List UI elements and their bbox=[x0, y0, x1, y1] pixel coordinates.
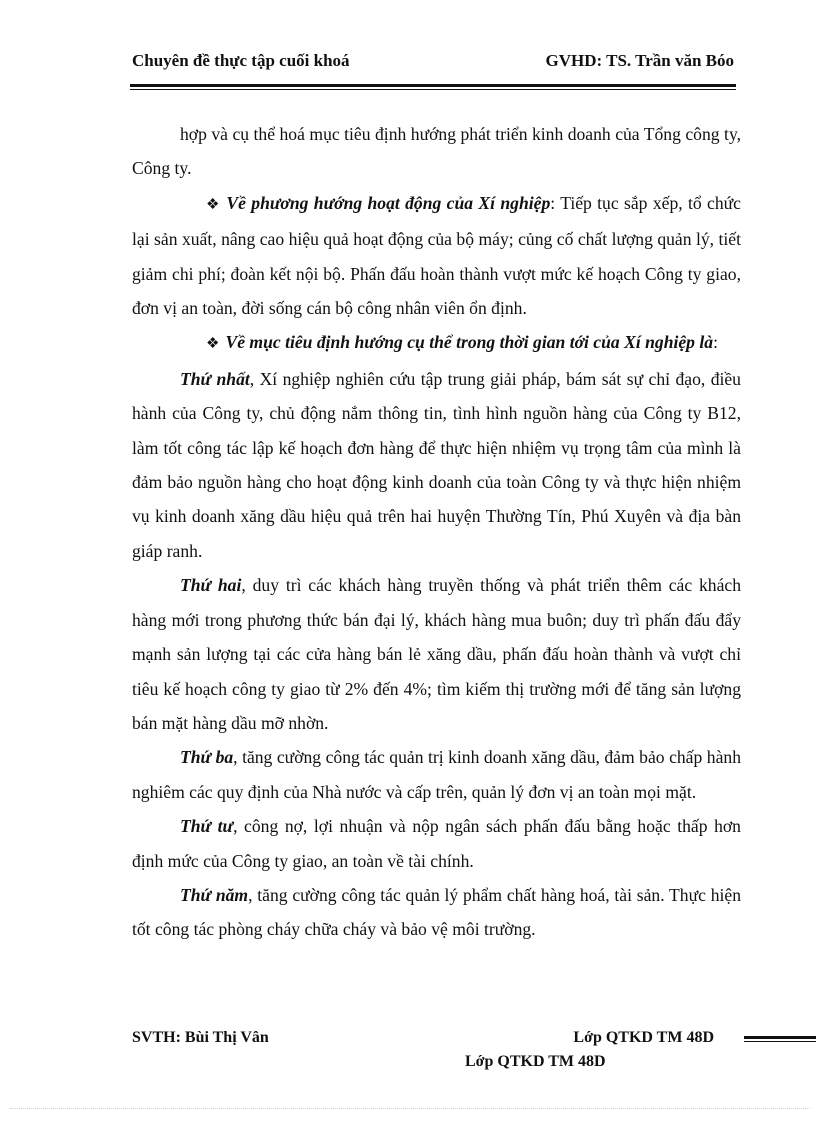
paragraph-label: Thứ ba bbox=[180, 747, 234, 768]
bullet-paragraph bbox=[132, 186, 741, 326]
paragraph-label: Thứ nhất bbox=[180, 368, 250, 389]
paragraph bbox=[132, 362, 741, 568]
bottom-dotted-line bbox=[10, 1108, 810, 1109]
page-footer bbox=[132, 1029, 714, 1070]
paragraph-text: , tăng cường công tác quản lý phẩm chất hàng hoá, tài sản. Thực hiện tốt công tác phòng cháy chữa cháy và bảo vệ môi trường. bbox=[132, 884, 741, 940]
header-advisor: GVHD: TS. Trần văn Bóo bbox=[545, 51, 734, 70]
paragraph bbox=[132, 878, 741, 947]
paragraph-text: , Xí nghiệp nghiên cứu tập trung giải pháp, bám sát sự chỉ đạo, điều hành của Công ty, chủ động nắm thông tin, tình hình nguồn hàng của Công ty B12, làm tốt công tác lập kế hoạch đơn hàng để thực hiện nhiệm vụ trọng tâm của mình là đảm bảo nguồn hàng cho hoạt động kinh doanh của toàn Công ty và thực hiện nhiệm vụ kinh doanh xăng dầu hiệu quả trên hai huyện Thường Tín, Phú Xuyên và địa bàn giáp ranh. bbox=[132, 368, 741, 561]
footer-class: Lớp QTKD TM 48D bbox=[573, 1029, 714, 1046]
paragraph-label: Thứ hai bbox=[180, 575, 242, 596]
paragraph bbox=[132, 568, 741, 740]
paragraph-label: Thứ năm bbox=[180, 884, 249, 905]
paragraph bbox=[132, 117, 741, 186]
header-rule-thin bbox=[130, 89, 736, 90]
bullet-paragraph bbox=[132, 325, 741, 361]
paragraph-text: hợp và cụ thể hoá mục tiêu định hướng phát triển kinh doanh của Tổng công ty, Công ty. bbox=[132, 124, 741, 179]
paragraph-label: Về phương hướng hoạt động của Xí nghiệp bbox=[226, 192, 551, 213]
diamond-bullet-icon: ❖ bbox=[206, 336, 220, 353]
paragraph-text: , công nợ, lợi nhuận và nộp ngân sách phấn đấu bằng hoặc thấp hơn định mức của Công ty giao, an toàn về tài chính. bbox=[132, 816, 741, 871]
paragraph-label: Về mục tiêu định hướng cụ thể trong thời gian tới của Xí nghiệp là bbox=[225, 332, 714, 353]
paragraph-text: , duy trì các khách hàng truyền thống và phát triển thêm các khách hàng mới trong phương thức bán đại lý, khách hàng mua buôn; duy trì phấn đấu đẩy mạnh sản lượng tại các cửa hàng bán lẻ xăng dầu, phấn đấu hoàn thành và vượt chỉ tiêu kế hoạch công ty giao từ 2% đến 4%; tìm kiếm thị trường mới để tăng sản lượng bán mặt hàng dầu mỡ nhờn. bbox=[132, 575, 741, 733]
diamond-bullet-icon: ❖ bbox=[206, 196, 221, 213]
paragraph-text: , tăng cường công tác quản trị kinh doanh xăng dầu, đảm bảo chấp hành nghiêm các quy định của Nhà nước và cấp trên, quản lý đơn vị an toàn mọi mặt. bbox=[132, 747, 741, 802]
paragraph-text: : Tiếp tục sắp xếp, tổ chức lại sản xuất, nâng cao hiệu quả hoạt động của bộ máy; củng cố chất lượng quản lý, tiết giảm chi phí; đoàn kết nội bộ. Phấn đấu hoàn thành vượt mức kế hoạch Công ty giao, đơn vị an toàn, đời sống cán bộ công nhân viên ổn định. bbox=[132, 192, 741, 319]
paragraph bbox=[132, 809, 741, 878]
paragraph-text: : bbox=[713, 332, 718, 353]
header-rule-thick bbox=[130, 84, 736, 87]
document-body bbox=[132, 117, 741, 947]
footer-student: SVTH: Bùi Thị Vân bbox=[132, 1029, 269, 1046]
header-title: Chuyên đề thực tập cuối khoá bbox=[132, 51, 350, 70]
footer-rule-thin bbox=[744, 1041, 816, 1042]
footer-rule-thick bbox=[744, 1036, 816, 1039]
footer-class-repeat: Lớp QTKD TM 48D bbox=[465, 1053, 606, 1070]
paragraph bbox=[132, 740, 741, 809]
page-header bbox=[132, 51, 734, 71]
paragraph-label: Thứ tư bbox=[180, 816, 234, 837]
